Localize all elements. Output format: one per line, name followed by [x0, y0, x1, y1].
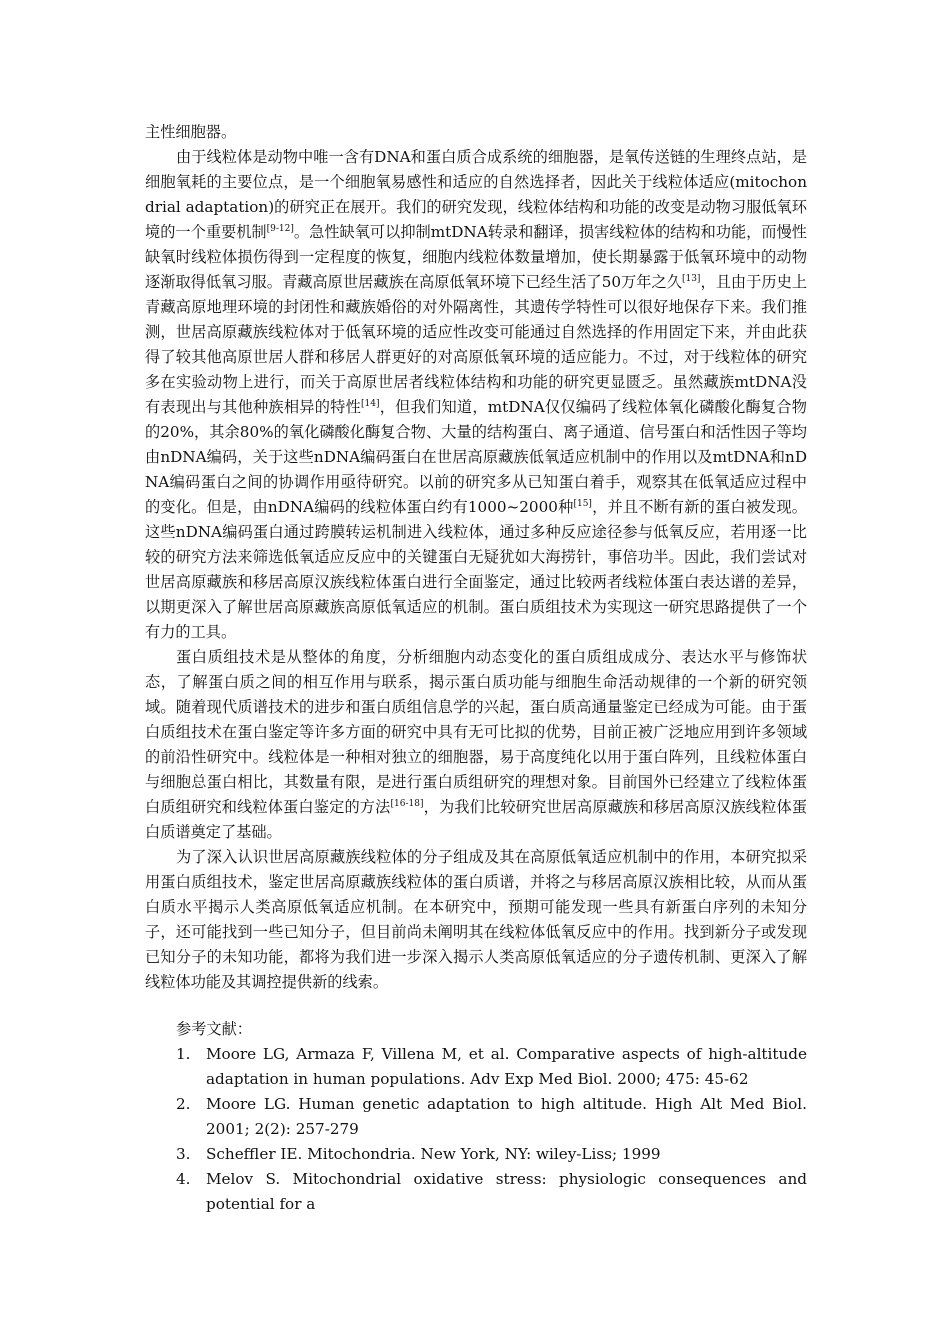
paragraph — [145, 845, 807, 995]
reference-number: 3. — [176, 1145, 191, 1163]
citation-marker: [16-18] — [390, 798, 424, 809]
references-heading: 参考文献： — [176, 1020, 252, 1038]
reference-text: Melov S. Mitochondrial oxidative stress: physiologic consequences and potential for a — [206, 1170, 807, 1213]
reference-item — [145, 1092, 807, 1142]
reference-item — [145, 1142, 807, 1167]
reference-item — [145, 1167, 807, 1217]
text-segment: 蛋白质组技术是从整体的角度，分析细胞内动态变化的蛋白质组成成分、表达水平与修饰状态，了解蛋白质之间的相互作用与联系，揭示蛋白质功能与细胞生命活动规律的一个新的研究领域。随着现代质谱技术的进步和蛋白质组信息学的兴起，蛋白质高通量鉴定已经成为可能。由于蛋白质组技术在蛋白鉴定等许多方面的研究中具有无可比拟的优势，目前正被广泛地应用到许多领域的前沿性研究中。线粒体是一种相对独立的细胞器，易于高度纯化以用于蛋白阵列，且线粒体蛋白与细胞总蛋白相比，其数量有限，是进行蛋白质组研究的理想对象。目前国外已经建立了线粒体蛋白质组研究和线粒体蛋白鉴定的方法 — [145, 648, 807, 816]
citation-marker: [15] — [573, 498, 592, 509]
document-page — [145, 120, 807, 1217]
reference-number: 2. — [176, 1095, 191, 1113]
citation-marker: [13] — [681, 273, 701, 284]
reference-item — [145, 1042, 807, 1092]
text-segment: ，并且不断有新的蛋白被发现。这些nDNA编码蛋白通过跨膜转运机制进入线粒体，通过多种反应途径参与低氧反应，若用逐一比较的研究方法来筛选低氧适应反应中的关键蛋白无疑犹如大海捞针，事倍功半。因此，我们尝试对世居高原藏族和移居高原汉族线粒体蛋白进行全面鉴定，通过比较两者线粒体蛋白表达谱的差异，以期更深入了解世居高原藏族高原低氧适应的机制。蛋白质组技术为实现这一研究思路提供了一个有力的工具。 — [145, 498, 807, 641]
reference-list — [145, 1042, 807, 1217]
reference-text: Moore LG. Human genetic adaptation to high altitude. High Alt Med Biol. 2001; 2(2): 257-279 — [206, 1095, 807, 1138]
paragraph — [145, 145, 807, 645]
reference-number: 4. — [176, 1170, 191, 1188]
text-segment: ，但我们知道，mtDNA仅仅编码了线粒体氧化磷酸化酶复合物的20%，其余80%的氧化磷酸化酶复合物、大量的结构蛋白、离子通道、信号蛋白和活性因子等均由nDNA编码，关于这些nDNA编码蛋白在世居高原藏族低氧适应机制中的作用以及mtDNA和nDNA编码蛋白之间的协调作用亟待研究。以前的研究多从已知蛋白着手，观察其在低氧适应过程中的变化。但是，由nDNA编码的线粒体蛋白约有1000~2000种 — [145, 398, 807, 516]
text-segment: 主性细胞器。 — [145, 123, 237, 141]
text-segment: 。急性缺氧可以抑制mtDNA转录和翻译，损害线粒体的结构和功能，而慢性缺氧时线粒体损伤得到一定程度的恢复，细胞内线粒体数量增加，使长期暴露于低氧环境中的动物逐渐取得低氧习服。青藏高原世居藏族在高原低氧环境下已经生活了50万年之久 — [145, 223, 807, 291]
citation-marker: [14] — [361, 398, 380, 409]
body-text — [145, 120, 807, 995]
text-segment: ，为我们比较研究世居高原藏族和移居高原汉族线粒体蛋白质谱奠定了基础。 — [145, 798, 808, 841]
reference-text: Scheffler IE. Mitochondria. New York, NY: wiley-Liss; 1999 — [206, 1145, 661, 1163]
text-segment: ，且由于历史上青藏高原地理环境的封闭性和藏族婚俗的对外隔离性，其遗传学特性可以很好地保存下来。我们推测，世居高原藏族线粒体对于低氧环境的适应性改变可能通过自然选择的作用固定下来，并由此获得了较其他高原世居人群和移居人群更好的对高原低氧环境的适应能力。不过，对于线粒体的研究多在实验动物上进行，而关于高原世居者线粒体结构和功能的研究更显匮乏。虽然藏族mtDNA没有表现出与其他种族相异的特性 — [145, 273, 808, 416]
text-segment: 为了深入认识世居高原藏族线粒体的分子组成及其在高原低氧适应机制中的作用，本研究拟采用蛋白质组技术，鉴定世居高原藏族线粒体的蛋白质谱，并将之与移居高原汉族相比较，从而从蛋白质水平揭示人类高原低氧适应机制。在本研究中，预期可能发现一些具有新蛋白序列的未知分子，还可能找到一些已知分子，但目前尚未阐明其在线粒体低氧反应中的作用。找到新分子或发现已知分子的未知功能，都将为我们进一步深入揭示人类高原低氧适应的分子遗传机制、更深入了解线粒体功能及其调控提供新的线索。 — [145, 848, 807, 991]
reference-text: Moore LG, Armaza F, Villena M, et al. Comparative aspects of high-altitude adaptation in human populations. Adv Exp Med Biol. 2000; 475: 45-62 — [206, 1045, 807, 1088]
paragraph — [145, 645, 807, 845]
citation-marker: [9-12] — [266, 223, 294, 234]
text-segment: 由于线粒体是动物中唯一含有DNA和蛋白质合成系统的细胞器，是氧传送链的生理终点站，是细胞氧耗的主要位点，是一个细胞氧易感性和适应的自然选择者，因此关于线粒体适应(mitochondrial adaptation)的研究正在展开。我们的研究发现，线粒体结构和功能的改变是动物习服低氧环境的一个重要机制 — [145, 148, 807, 241]
reference-number: 1. — [176, 1045, 191, 1063]
paragraph — [145, 120, 807, 145]
